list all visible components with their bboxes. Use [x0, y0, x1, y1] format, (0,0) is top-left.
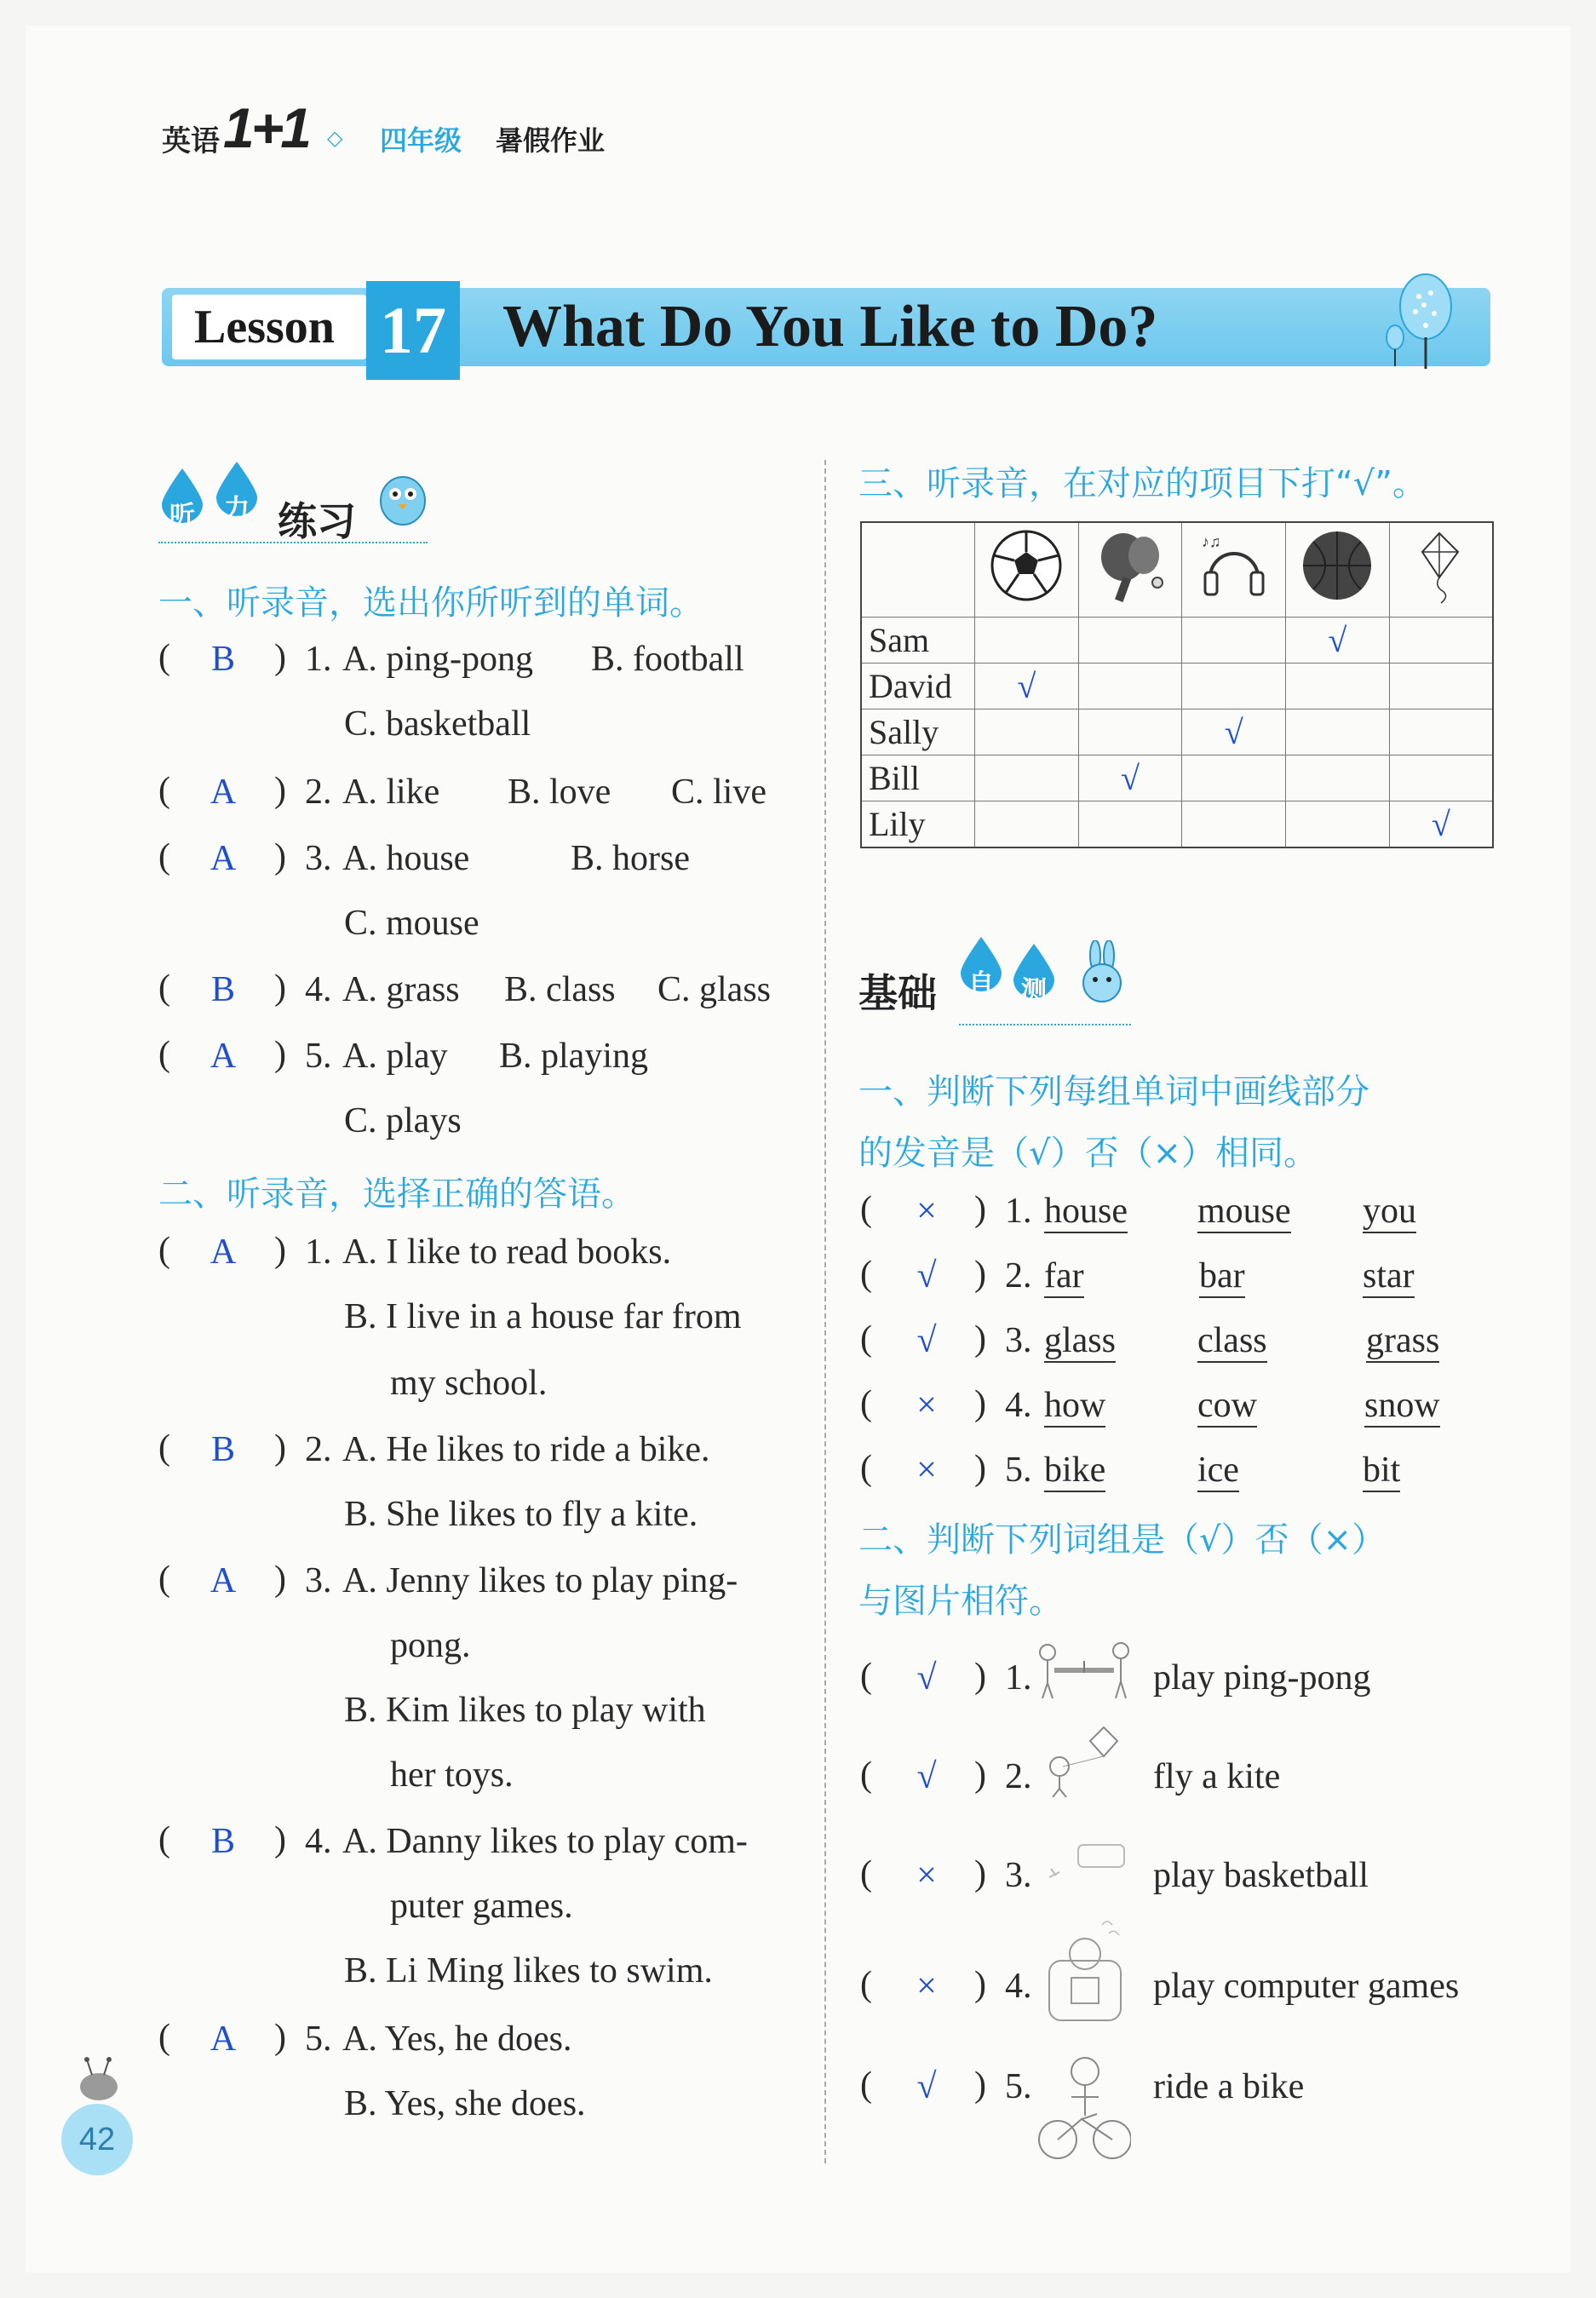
kid-in-armchair-picture [1037, 1910, 1131, 2037]
option-b: B. horse [571, 839, 690, 878]
column-football [975, 522, 1079, 618]
question-number: 1. [1005, 1658, 1032, 1698]
paren-open: ( [158, 2018, 170, 2057]
paren-open: ( [158, 968, 170, 1008]
question-number: 2. [305, 773, 332, 812]
paren-close: ) [274, 1428, 286, 1468]
paren-open: ( [158, 1820, 170, 1859]
table-corner-cell [861, 522, 975, 618]
paren-open: ( [860, 1255, 872, 1294]
answer-box[interactable]: A [210, 1232, 237, 1272]
phrase: fly a kite [1153, 1757, 1281, 1796]
check-cell[interactable] [1182, 664, 1286, 710]
paren-open: ( [158, 1231, 170, 1270]
word-1: house [1044, 1191, 1128, 1233]
option-b: B. football [591, 640, 744, 679]
check-cell[interactable]: √ [975, 664, 1079, 710]
word-1: glass [1044, 1320, 1116, 1363]
tree-icon [1376, 271, 1461, 373]
answer-box[interactable]: B [210, 640, 235, 679]
option-c: C. basketball [344, 704, 531, 744]
paren-close: ) [974, 1854, 986, 1893]
basics-part1-title-line1: 一、判断下列每组单词中画线部分 [858, 1072, 1369, 1112]
check-cell[interactable] [1286, 710, 1390, 755]
badge-underline [959, 1024, 1131, 1025]
paren-open: ( [158, 638, 170, 677]
paren-close: ) [274, 638, 286, 677]
check-cell[interactable] [1182, 755, 1286, 801]
listening-part3-title: 三、听录音，在对应的项目下打“√”。 [858, 464, 1427, 503]
check-cell[interactable] [1078, 664, 1182, 710]
bed-picture [1037, 1831, 1131, 1904]
question-number: 3. [1005, 1856, 1032, 1895]
option-b: B. I live in a house far from [344, 1297, 742, 1336]
answer-box[interactable]: B [210, 1430, 235, 1469]
question-number: 4. [305, 970, 332, 1009]
paren-close: ) [974, 2065, 986, 2105]
column-music [1182, 522, 1286, 618]
listening-badge-label: 练习 [278, 498, 356, 544]
paren-open: ( [158, 1560, 170, 1599]
phrase: play computer games [1153, 1967, 1460, 2006]
paren-open: ( [860, 1449, 872, 1488]
diamond-icon: ◇ [327, 128, 343, 150]
student-name: Bill [861, 755, 975, 801]
word-2: ice [1197, 1450, 1239, 1492]
book-series-logo: 1+1 [223, 96, 308, 159]
option-b-cont: her toys. [390, 1755, 514, 1795]
student-name: David [861, 664, 975, 710]
option-b: B. She likes to fly a kite. [344, 1495, 698, 1534]
option-c: C. live [671, 773, 766, 812]
student-name: Lily [861, 801, 975, 848]
option-b: B. Li Ming likes to swim. [344, 1951, 713, 1991]
option-c: C. plays [344, 1101, 462, 1140]
phrase: play basketball [1153, 1856, 1369, 1895]
check-cell[interactable]: √ [1182, 710, 1286, 755]
table-row [861, 664, 1493, 710]
headphones-icon [1195, 526, 1273, 605]
work-type-label: 暑假作业 [496, 124, 606, 157]
paren-close: ) [274, 1231, 286, 1270]
table-row [861, 710, 1493, 755]
paren-close: ) [274, 1820, 286, 1859]
check-cell[interactable] [975, 618, 1079, 664]
column-ping-pong [1078, 522, 1182, 618]
check-cell[interactable]: √ [1286, 618, 1390, 664]
word-3: bit [1363, 1450, 1400, 1492]
phrase: ride a bike [1153, 2067, 1305, 2106]
check-cell[interactable] [1078, 801, 1182, 848]
paren-open: ( [860, 1384, 872, 1423]
check-cell[interactable] [1182, 801, 1286, 848]
option-b: B. love [508, 773, 611, 812]
question-number: 2. [305, 1430, 332, 1469]
paren-close: ) [974, 1255, 986, 1294]
basics-badge-char-1: 自 [968, 969, 994, 999]
bird-mascot-icon [375, 467, 431, 528]
question-number: 1. [305, 1232, 332, 1272]
check-cell[interactable] [1389, 755, 1493, 801]
question-number: 5. [1005, 1451, 1032, 1490]
listening-part2-title: 二、听录音，选择正确的答语。 [158, 1175, 635, 1214]
answer-box[interactable]: A [210, 773, 237, 812]
kid-riding-bike-picture [1037, 2054, 1131, 2165]
word-3: star [1363, 1255, 1415, 1298]
kids-ping-pong-picture [1037, 1630, 1131, 1703]
book-name: 英语 [162, 124, 220, 158]
word-3: you [1363, 1191, 1416, 1233]
paren-close: ) [274, 771, 286, 810]
question-number: 3. [1005, 1321, 1032, 1360]
paren-close: ) [974, 1657, 986, 1696]
option-a-cont: pong. [390, 1626, 471, 1665]
paren-close: ) [274, 2018, 286, 2057]
basics-part1-title-line2: 的发音是（√）否（×）相同。 [858, 1134, 1318, 1173]
question-number: 2. [1005, 1757, 1032, 1796]
paren-open: ( [860, 1965, 872, 2004]
table-row [861, 755, 1493, 801]
rabbit-mascot-icon [1076, 940, 1128, 1008]
check-cell[interactable] [975, 755, 1079, 801]
answer-box[interactable]: × [916, 1856, 937, 1895]
answer-box[interactable]: A [210, 2019, 237, 2059]
check-cell[interactable] [1078, 710, 1182, 755]
paren-close: ) [974, 1449, 986, 1488]
paren-close: ) [974, 1384, 986, 1423]
paren-close: ) [274, 1560, 286, 1599]
answer-box[interactable]: A [210, 839, 237, 878]
option-a: A. house [342, 839, 470, 878]
column-divider [824, 460, 826, 2163]
table-row [861, 618, 1493, 664]
listening-badge-char-1: 听 [169, 501, 195, 531]
question-number: 4. [1005, 1386, 1032, 1425]
word-2: cow [1197, 1385, 1257, 1428]
basketball-icon [1298, 526, 1376, 605]
option-b: B. playing [499, 1037, 648, 1076]
answer-box[interactable]: × [916, 1451, 937, 1490]
svg-text:♪♫: ♪♫ [1201, 533, 1221, 550]
option-a: A. like [342, 773, 440, 812]
word-3: snow [1364, 1385, 1440, 1428]
basics-badge-label: 基础 [858, 970, 937, 1016]
question-number: 5. [305, 2019, 332, 2059]
listening-badge-char-2: 力 [224, 494, 250, 524]
paren-open: ( [860, 2065, 872, 2105]
option-b: B. Yes, she does. [344, 2084, 586, 2123]
paren-open: ( [860, 1755, 872, 1795]
basics-part2-title-line1: 二、判断下列词组是（√）否（×） [858, 1520, 1386, 1560]
check-cell[interactable] [1389, 710, 1493, 755]
football-icon [987, 526, 1065, 605]
paren-close: ) [974, 1319, 986, 1359]
question-number: 1. [1005, 1192, 1032, 1231]
listening-part1-title: 一、听录音，选出你所听到的单词。 [158, 583, 703, 623]
option-a: A. play [342, 1037, 448, 1076]
paren-close: ) [274, 968, 286, 1008]
answer-box[interactable]: A [210, 1037, 237, 1076]
kite-icon [1402, 526, 1480, 605]
answer-box[interactable]: B [210, 1822, 235, 1861]
paren-open: ( [860, 1854, 872, 1893]
paren-open: ( [860, 1657, 872, 1696]
ping-pong-icon [1091, 526, 1169, 605]
paren-close: ) [974, 1965, 986, 2004]
check-cell[interactable] [1286, 801, 1390, 848]
column-kite [1389, 522, 1493, 618]
answer-box[interactable]: × [916, 1386, 937, 1425]
word-2: bar [1199, 1255, 1245, 1298]
option-b: B. class [504, 970, 616, 1009]
paren-open: ( [158, 771, 170, 810]
paren-open: ( [158, 837, 170, 876]
check-cell[interactable] [1389, 618, 1493, 664]
paren-open: ( [158, 1035, 170, 1074]
check-cell[interactable] [1286, 755, 1390, 801]
question-number: 5. [1005, 2067, 1032, 2106]
paren-open: ( [860, 1190, 872, 1229]
option-a: A. I like to read books. [342, 1232, 672, 1272]
answer-box[interactable]: √ [916, 1256, 937, 1295]
question-number: 4. [1005, 1967, 1032, 2006]
word-1: how [1044, 1385, 1105, 1428]
option-a: A. grass [342, 970, 460, 1009]
option-c: C. glass [657, 970, 772, 1009]
answer-box[interactable]: × [916, 1967, 937, 2006]
option-a: A. Danny likes to play com- [342, 1822, 748, 1861]
grade-label: 四年级 [380, 124, 462, 157]
paren-close: ) [974, 1755, 986, 1795]
question-number: 4. [305, 1822, 332, 1861]
basics-badge-char-2: 测 [1021, 976, 1047, 1006]
answer-box[interactable]: √ [916, 1757, 937, 1796]
paren-open: ( [158, 1428, 170, 1468]
check-cell[interactable] [975, 801, 1079, 848]
paren-close: ) [274, 1035, 286, 1074]
basics-part2-title-line2: 与图片相符。 [858, 1582, 1063, 1621]
word-1: far [1044, 1255, 1084, 1298]
student-name: Sam [861, 618, 975, 664]
check-cell[interactable] [1389, 664, 1493, 710]
option-a-cont: puter games. [390, 1887, 573, 1926]
option-a: A. Jenny likes to play ping- [342, 1561, 738, 1600]
check-cell[interactable] [975, 710, 1079, 755]
answer-box[interactable]: A [210, 1561, 237, 1600]
option-b: B. Kim likes to play with [344, 1691, 706, 1730]
option-a: A. He likes to ride a bike. [342, 1430, 710, 1469]
kid-flying-kite-picture [1037, 1724, 1131, 1797]
paren-close: ) [974, 1190, 986, 1229]
check-cell[interactable] [1078, 618, 1182, 664]
word-1: bike [1044, 1450, 1105, 1492]
student-name: Sally [861, 710, 975, 755]
table-header-row [861, 522, 1493, 618]
phrase: play ping-pong [1153, 1658, 1371, 1698]
check-cell[interactable] [1182, 618, 1286, 664]
option-c: C. mouse [344, 904, 479, 943]
option-a: A. Yes, he does. [342, 2019, 572, 2059]
option-a: A. ping-pong [342, 640, 533, 679]
badge-underline [158, 542, 428, 543]
check-cell[interactable]: √ [1389, 801, 1493, 848]
table-row [861, 801, 1493, 848]
option-b-cont: my school. [390, 1364, 548, 1403]
word-2: class [1197, 1320, 1267, 1363]
answer-box[interactable]: B [210, 970, 235, 1009]
lesson-number: 17 [366, 281, 460, 380]
paren-close: ) [274, 837, 286, 876]
lesson-label: Lesson [194, 301, 335, 353]
snail-mascot-icon [73, 2053, 124, 2104]
page-number: 42 [61, 2104, 133, 2175]
answer-box[interactable]: × [916, 1192, 937, 1231]
column-basketball [1286, 522, 1390, 618]
check-cell[interactable]: √ [1078, 755, 1182, 801]
question-number: 2. [1005, 1256, 1032, 1295]
answer-box[interactable]: √ [916, 1321, 937, 1360]
answer-box[interactable]: √ [916, 1658, 937, 1698]
question-number: 5. [305, 1037, 332, 1076]
checklist-table [860, 521, 1494, 848]
word-3: grass [1366, 1320, 1439, 1363]
lesson-title: What Do You Like to Do? [502, 294, 1158, 359]
question-number: 3. [305, 839, 332, 878]
paren-open: ( [860, 1319, 872, 1359]
question-number: 3. [305, 1561, 332, 1600]
question-number: 1. [305, 640, 332, 679]
answer-box[interactable]: √ [916, 2067, 937, 2106]
check-cell[interactable] [1286, 664, 1390, 710]
word-2: mouse [1197, 1191, 1291, 1233]
